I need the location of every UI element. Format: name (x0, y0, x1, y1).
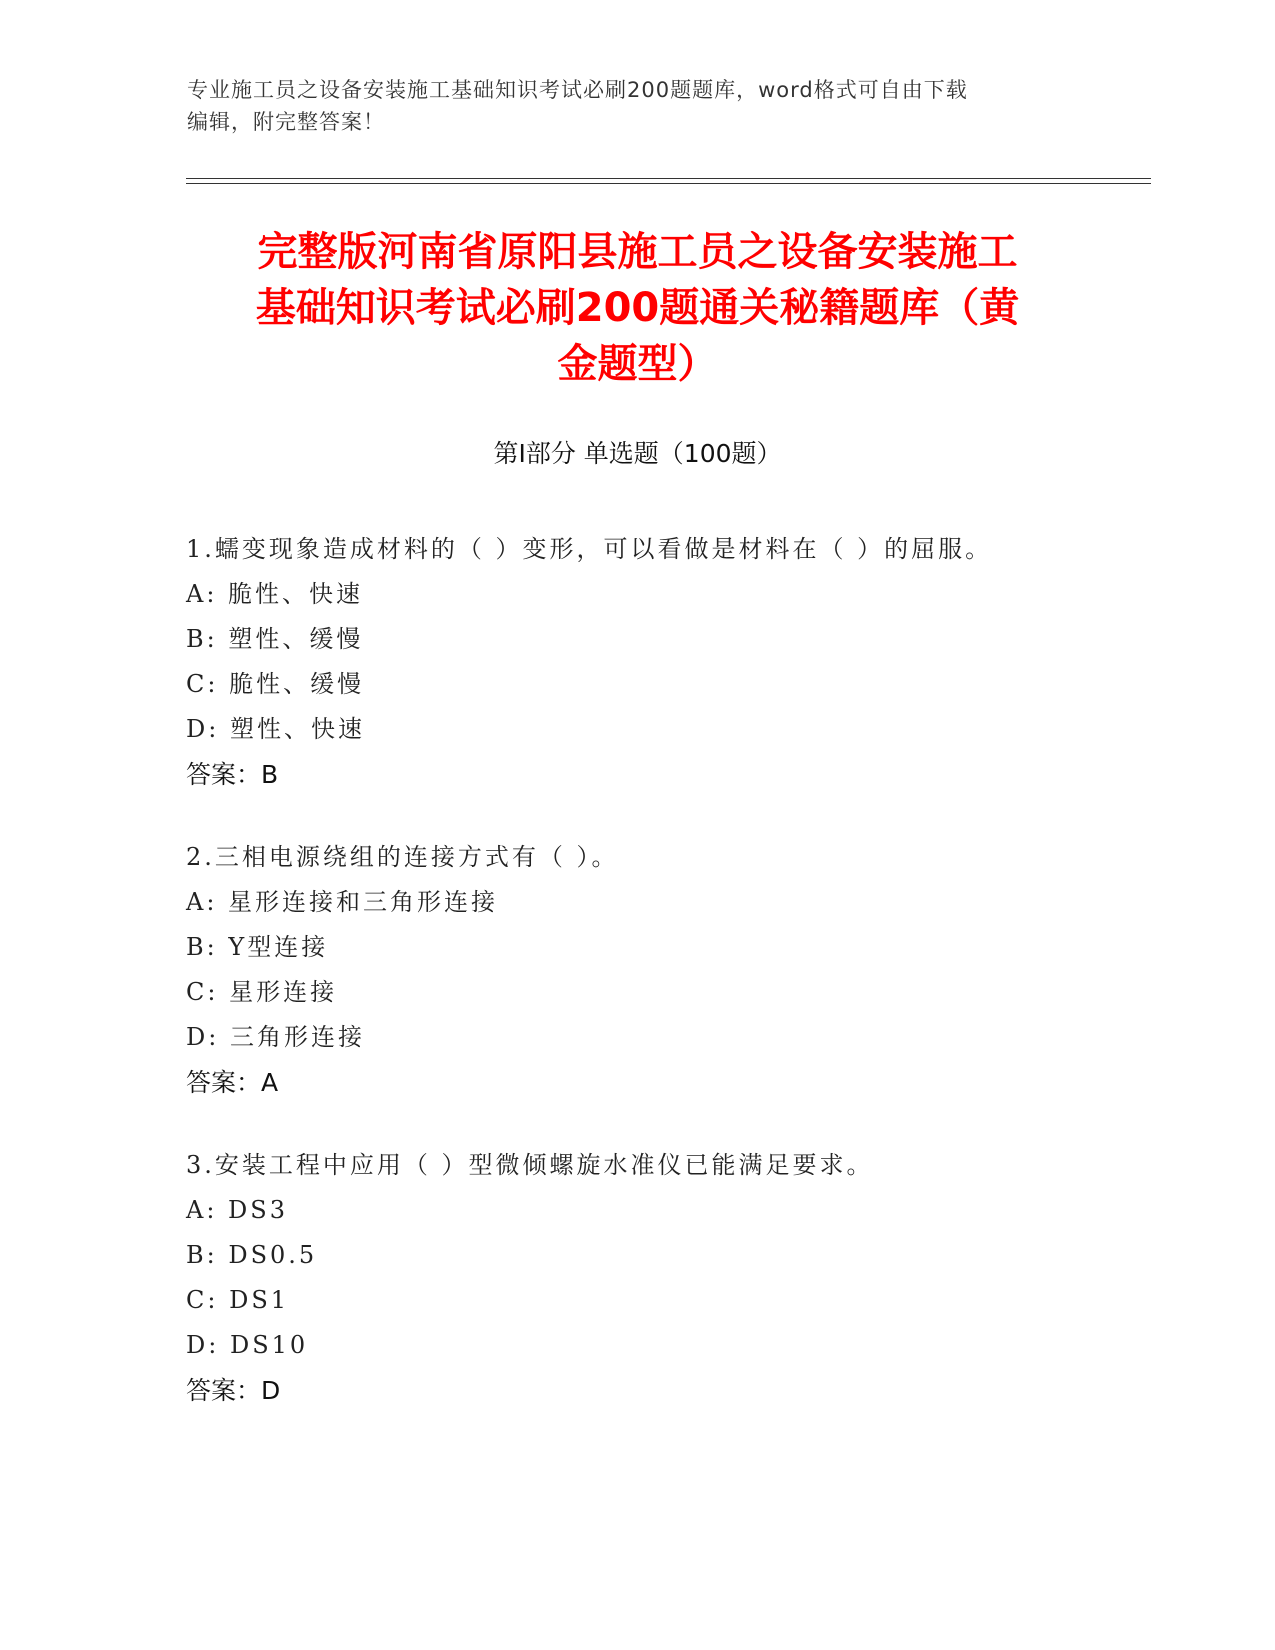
question-1 (186, 527, 1126, 797)
document-title (150, 224, 1125, 392)
header-note-line-1: 专业施工员之设备安装施工基础知识考试必刷200题题库，word格式可自由下载 (187, 78, 968, 102)
option-b: B: 塑性、缓慢 (186, 625, 364, 653)
question-stem: 3.安装工程中应用（ ）型微倾螺旋水准仪已能满足要求。 (186, 1151, 874, 1179)
option-a: A: 脆性、快速 (186, 580, 364, 608)
header-note (187, 74, 1087, 138)
answer: 答案：B (186, 760, 279, 789)
option-a: A: 星形连接和三角形连接 (186, 888, 499, 916)
question-2 (186, 835, 1126, 1105)
question-3 (186, 1143, 1126, 1413)
option-d: D: DS10 (186, 1331, 309, 1359)
answer: 答案：A (186, 1068, 279, 1097)
option-a: A: DS3 (186, 1196, 288, 1224)
option-d: D: 三角形连接 (186, 1023, 365, 1051)
option-c: C: 脆性、缓慢 (186, 670, 365, 698)
header-divider-top (186, 178, 1151, 179)
header-divider-bottom (186, 183, 1151, 184)
option-b: B: DS0.5 (186, 1241, 318, 1269)
question-list (186, 527, 1126, 1451)
document-title-line-2: 基础知识考试必刷200题通关秘籍题库（黄 (255, 285, 1020, 331)
option-d: D: 塑性、快速 (186, 715, 365, 743)
header-note-line-2: 编辑，附完整答案！ (187, 110, 385, 134)
question-stem: 1.蠕变现象造成材料的（ ）变形，可以看做是材料在（ ）的屈服。 (186, 535, 993, 563)
option-c: C: 星形连接 (186, 978, 338, 1006)
option-b: B: Y型连接 (186, 933, 329, 961)
answer: 答案：D (186, 1376, 281, 1405)
question-stem: 2.三相电源绕组的连接方式有（ ）。 (186, 843, 619, 871)
option-c: C: DS1 (186, 1286, 290, 1314)
document-title-line-1: 完整版河南省原阳县施工员之设备安装施工 (257, 229, 1018, 275)
section-title: 第Ⅰ部分 单选题（100题） (493, 439, 782, 468)
document-title-line-3: 金题型） (557, 341, 718, 387)
